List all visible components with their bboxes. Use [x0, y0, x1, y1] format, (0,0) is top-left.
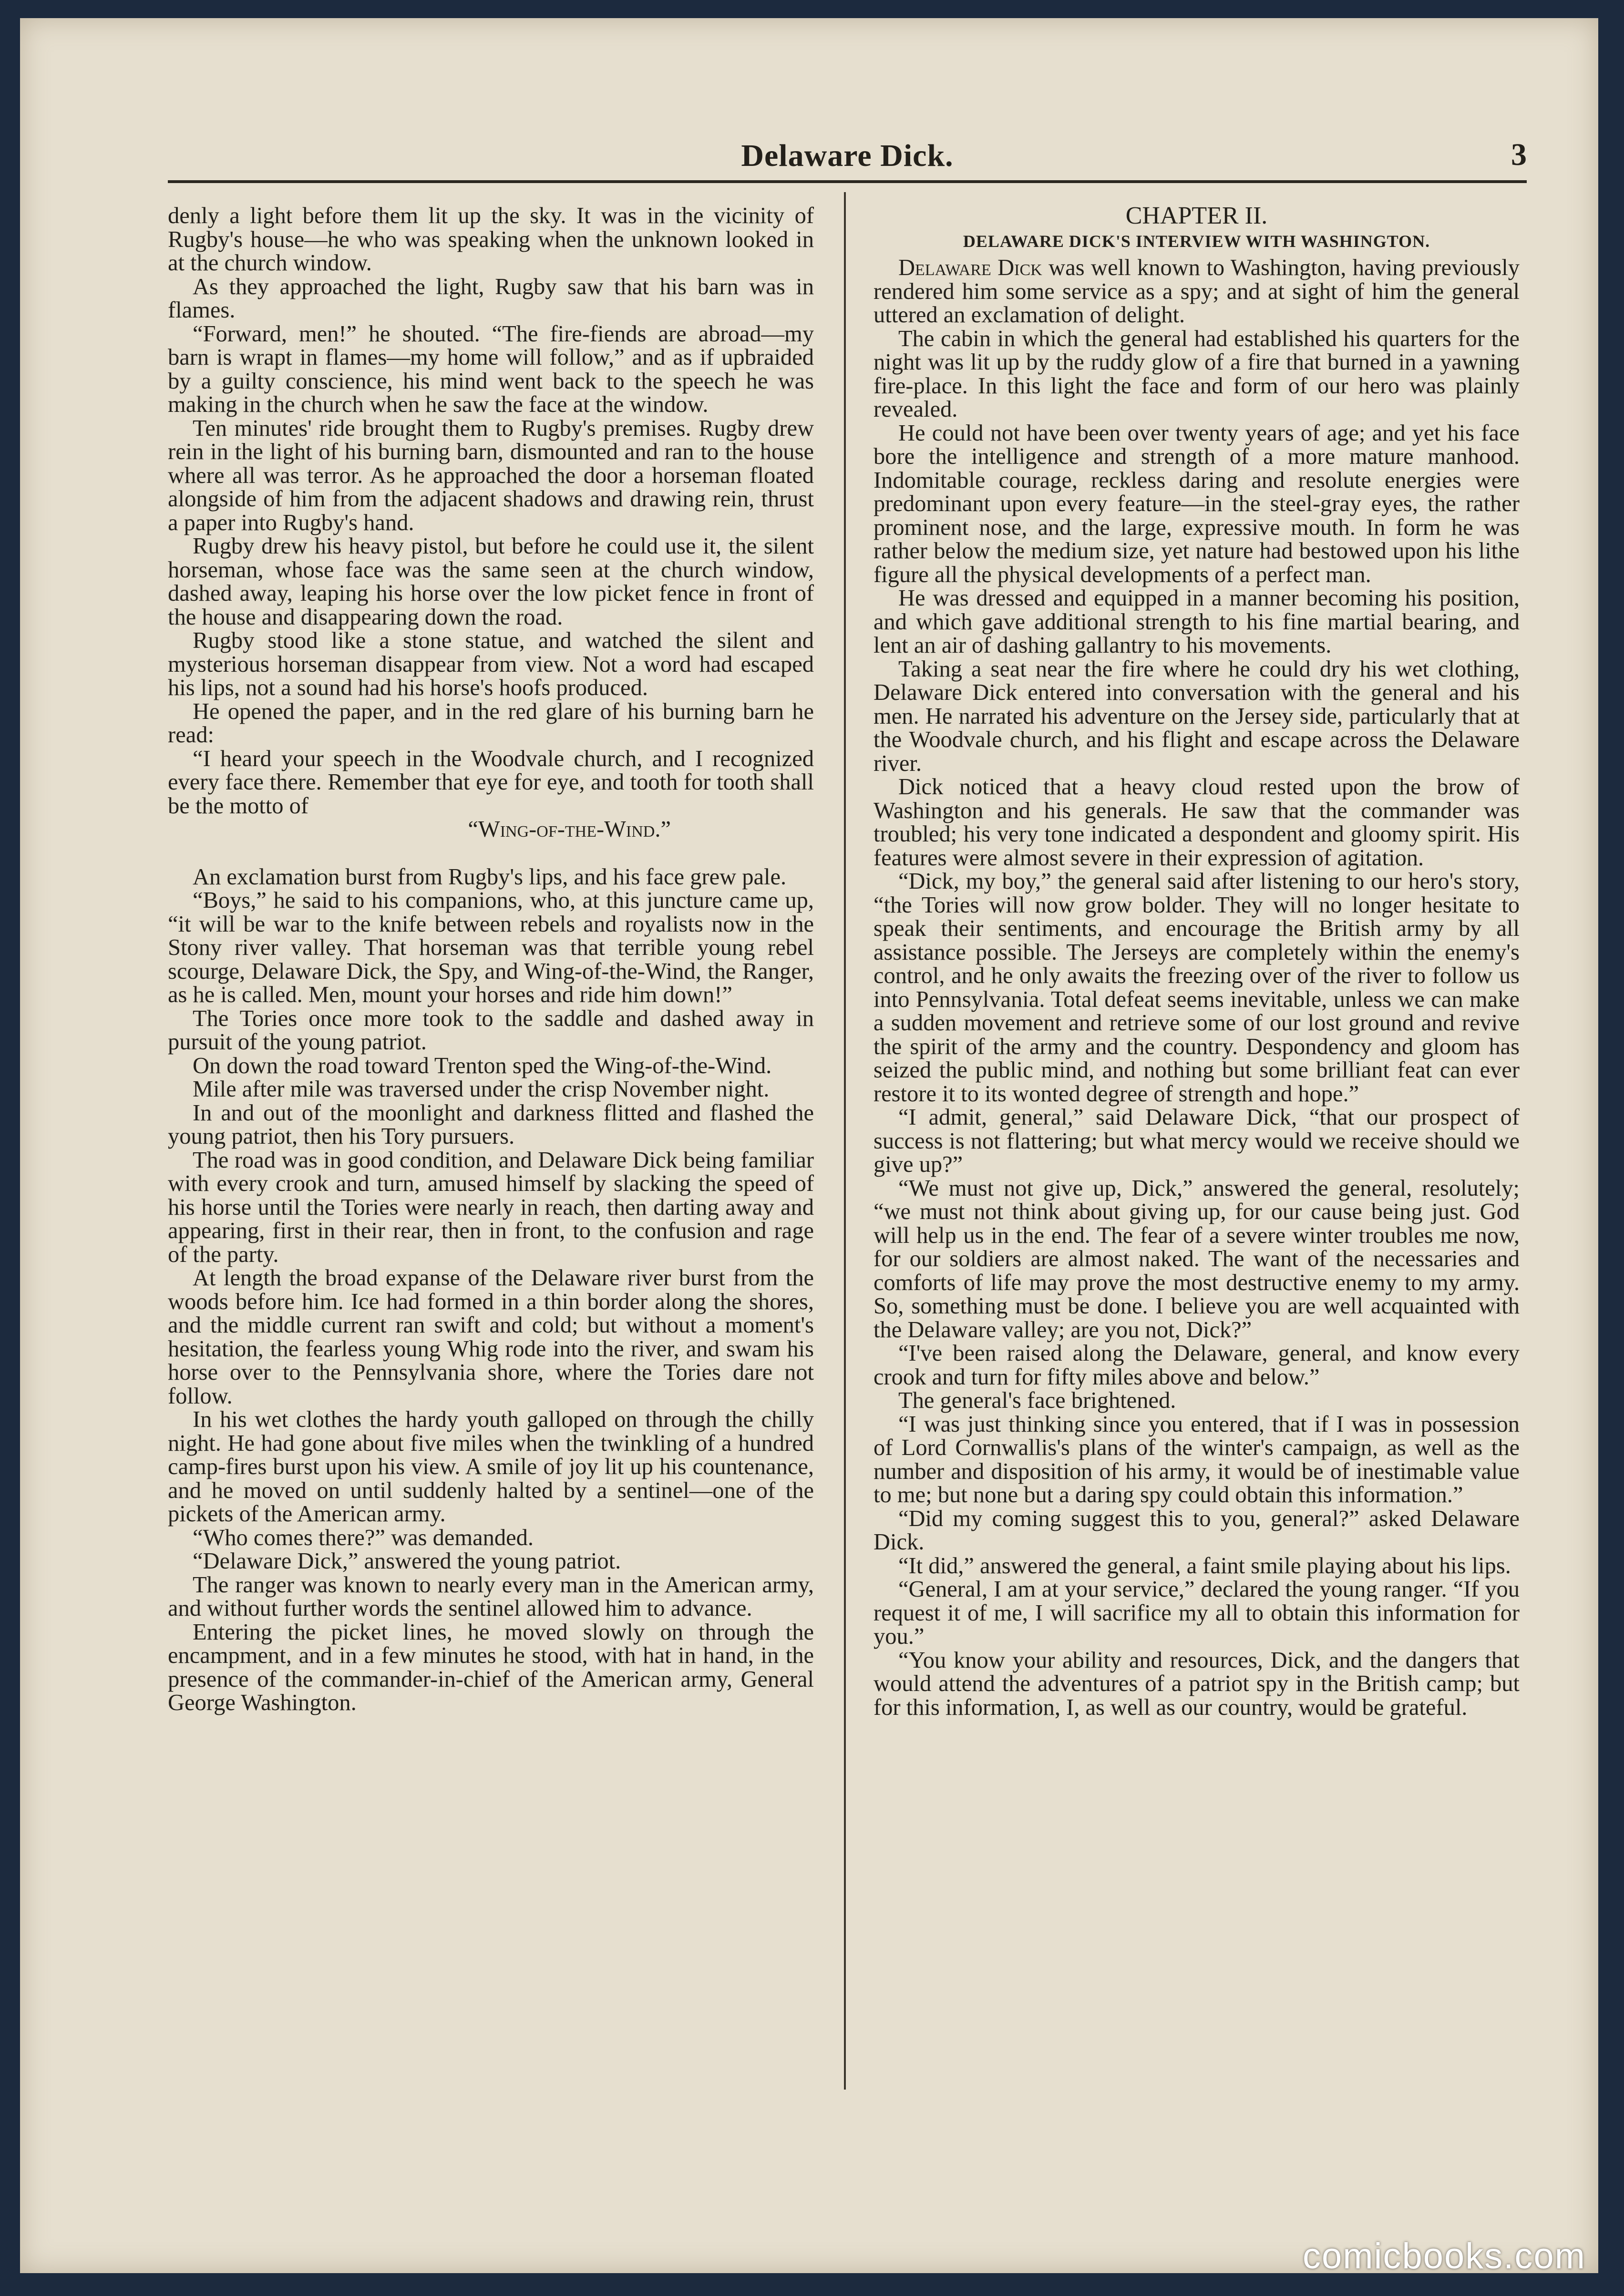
lead-small-caps: Delaware Dick: [898, 255, 1042, 280]
paragraph: Rugby drew his heavy pistol, but before he could use it, the silent horseman, whose face was the same seen at the church window, dashed away, leaping his horse over the low picket fence in front of the house and disappearing down the road.: [168, 533, 814, 630]
header-rule: [168, 180, 1527, 183]
paragraph: In his wet clothes the hardy youth galloped on through the chilly night. He had gone about five miles when the twinkling of a hundred camp-fires burst upon his view. A smile of joy lit up his countenance, and he moved on until suddenly halted by a sentinel—one of the pickets of the American army.: [168, 1407, 814, 1527]
paragraph: “Delaware Dick,” answered the young patriot.: [193, 1548, 621, 1574]
paragraph: “We must not give up, Dick,” answered the general, resolutely; “we must not think about giving up, for our cause being just. God will help us in the end. The fear of a severe winter troubles me now, for our soldiers are almost naked. The want of the necessaries and comforts of life may prove the most destructive enemy to my army. So, something must be done. I believe you are well acquainted with the Delaware valley; are you not, Dick?”: [874, 1175, 1520, 1343]
paragraph: The general's face brightened.: [898, 1388, 1176, 1413]
page-number: 3: [1511, 137, 1527, 172]
paragraph: An exclamation burst from Rugby's lips, and his face grew pale.: [193, 864, 787, 890]
paragraph: “You know your ability and resources, Dick, and the dangers that would attend the adventures of a patriot spy in the British camp; but for this information, I, as well as our country, would be grateful.: [874, 1647, 1520, 1720]
left-column: [168, 204, 814, 2254]
paragraph: He opened the paper, and in the red glare of his burning barn he read:: [168, 698, 814, 748]
column-divider: [844, 192, 846, 2090]
paragraph: Rugby stood like a stone statue, and watched the silent and mysterious horseman disappear from view. Not a word had escaped his lips, not a sound had his horse's hoofs produced.: [168, 628, 814, 700]
warning-note: “I heard your speech in the Woodvale church, and I recognized every face there. Remember that eye for eye, and tooth for tooth shall be the motto of: [168, 746, 814, 819]
paragraph: “I was just thinking since you entered, that if I was in possession of Lord Cornwallis's plans of the winter's campaign, as well as the number and disposition of his army, it would be of inestimable value to me; but none but a daring spy could obtain this information.”: [874, 1411, 1520, 1507]
chapter-heading: CHAPTER II.: [1125, 202, 1268, 229]
paragraph: denly a light before them lit up the sky. It was in the vicinity of Rugby's house—he who was speaking when the unknown looked in at the church window.: [168, 203, 814, 276]
paragraph: “It did,” answered the general, a faint smile playing about his lips.: [898, 1553, 1511, 1578]
paragraph: “I admit, general,” said Delaware Dick, “that our prospect of success is not flattering; but what mercy would we receive should we give up?”: [874, 1105, 1520, 1177]
note-signature: “Wing-of-the-Wind.”: [468, 817, 671, 842]
page-header: [168, 121, 1527, 187]
paragraph: Taking a seat near the fire where he could dry his wet clothing, Delaware Dick entered into conversation with the general and his men. He narrated his adventure on the Jersey side, particularly that at the Woodvale church, and his flight and escape across the Delaware river.: [874, 656, 1520, 776]
paragraph: Ten minutes' ride brought them to Rugby's premises. Rugby drew rein in the light of his burning barn, dismounted and ran to the house where all was terror. As he approached the door a horseman floated alongside of him from the adjacent shadows and drawing rein, thrust a paper into Rugby's hand.: [168, 415, 814, 535]
right-column: [874, 204, 1520, 2254]
lead-text: was well known to Washington, having previously rendered him some service as a spy; and at sight of him the general uttered an exclamation of delight.: [874, 255, 1520, 328]
paragraph: “Did my coming suggest this to you, general?” asked Delaware Dick.: [874, 1506, 1520, 1555]
book-page: [20, 18, 1598, 2273]
running-title: Delaware Dick.: [741, 138, 954, 173]
paragraph: The cabin in which the general had established his quarters for the night was lit up by the ruddy glow of a fire that burned in a yawning fire-place. In this light the face and form of our hero was plainly revealed.: [874, 326, 1520, 422]
paragraph: The ranger was known to nearly every man in the American army, and without further words the sentinel allowed him to advance.: [168, 1572, 814, 1621]
paragraph: He was dressed and equipped in a manner becoming his position, and which gave additional strength to his fine martial bearing, and lent an air of dashing gallantry to his movements.: [874, 585, 1520, 658]
paragraph: The Tories once more took to the saddle and dashed away in pursuit of the young patriot.: [168, 1005, 814, 1055]
paragraph: On down the road toward Trenton sped the Wing-of-the-Wind.: [193, 1053, 772, 1078]
paragraph: “Forward, men!” he shouted. “The fire-fiends are abroad—my barn is wrapt in flames—my home will follow,” and as if upbraided by a guilty conscience, his mind went back to the speech he was making in the church when he saw the face at the window.: [168, 321, 814, 417]
paragraph: At length the broad expanse of the Delaware river burst from the woods before him. Ice had formed in a thin border along the shores, and the middle current ran swift and cold; but without a moment's hesitation, the fearless young Whig rode into the river, and swam his horse over to the Pennsylvania shore, where the Tories dare not follow.: [168, 1265, 814, 1409]
paragraph: Dick noticed that a heavy cloud rested upon the brow of Washington and his generals. He saw that the commander was troubled; his very tone indicated a despondent and gloomy spirit. His features were almost severe in their expression of agitation.: [874, 774, 1520, 871]
paragraph: “Boys,” he said to his companions, who, at this juncture came up, “it will be war to the knife between rebels and royalists now in the Stony river valley. That horseman was that terrible young rebel scourge, Delaware Dick, the Spy, and Wing-of-the-Wind, the Ranger, as he is called. Men, mount your horses and ride him down!”: [168, 888, 814, 1007]
chapter-subtitle: DELAWARE DICK'S INTERVIEW WITH WASHINGTON.: [963, 231, 1430, 251]
paragraph: In and out of the moonlight and darkness flitted and flashed the young patriot, then his Tory pursuers.: [168, 1100, 814, 1149]
paragraph: Entering the picket lines, he moved slowly on through the encampment, and in a few minutes he stood, with hat in hand, in the presence of the commander-in-chief of the American army, General George Washington.: [168, 1619, 814, 1715]
paragraph: “General, I am at your service,” declared the young ranger. “If you request it of me, I will sacrifice my all to obtain this information for you.”: [874, 1577, 1520, 1649]
paragraph: Mile after mile was traversed under the crisp November night.: [193, 1076, 770, 1102]
chapter-lead-paragraph: [874, 256, 1520, 327]
paragraph: As they approached the light, Rugby saw that his barn was in flames.: [168, 274, 814, 323]
paragraph: “Who comes there?” was demanded.: [193, 1525, 534, 1550]
paragraph: He could not have been over twenty years of age; and yet his face bore the intelligence and strength of a more mature manhood. Indomitable courage, reckless daring and resolute energies were predominant upon every feature—in the steel-gray eyes, the rather prominent nose, and the large, expressive mouth. In form he was rather below the medium size, yet nature had bestowed upon his lithe figure all the physical developments of a perfect man.: [874, 420, 1520, 587]
site-watermark: comicbooks.com: [1303, 2236, 1586, 2276]
paragraph: The road was in good condition, and Delaware Dick being familiar with every crook and turn, amused himself by slacking the speed of his horse until the Tories were nearly in reach, then darting away and appearing, first in their rear, then in front, to the confusion and rage of the party.: [168, 1147, 814, 1267]
paragraph: “Dick, my boy,” the general said after listening to our hero's story, “the Tories will now grow bolder. They will no longer hesitate to speak their sentiments, and encourage the British army by all assistance possible. The Jerseys are completely within the enemy's control, and he only awaits the freezing over of the river to follow us into Pennsylvania. Total defeat seems inevitable, unless we can make a sudden movement and retrieve some of our lost ground and revive the spirit of the army and the country. Despondency and gloom has seized the public mind, and nothing but some brilliant feat can ever restore it to its wonted degree of strength and hope.”: [874, 869, 1520, 1107]
paragraph: “I've been raised along the Delaware, general, and know every crook and turn for fifty miles above and below.”: [874, 1341, 1520, 1390]
